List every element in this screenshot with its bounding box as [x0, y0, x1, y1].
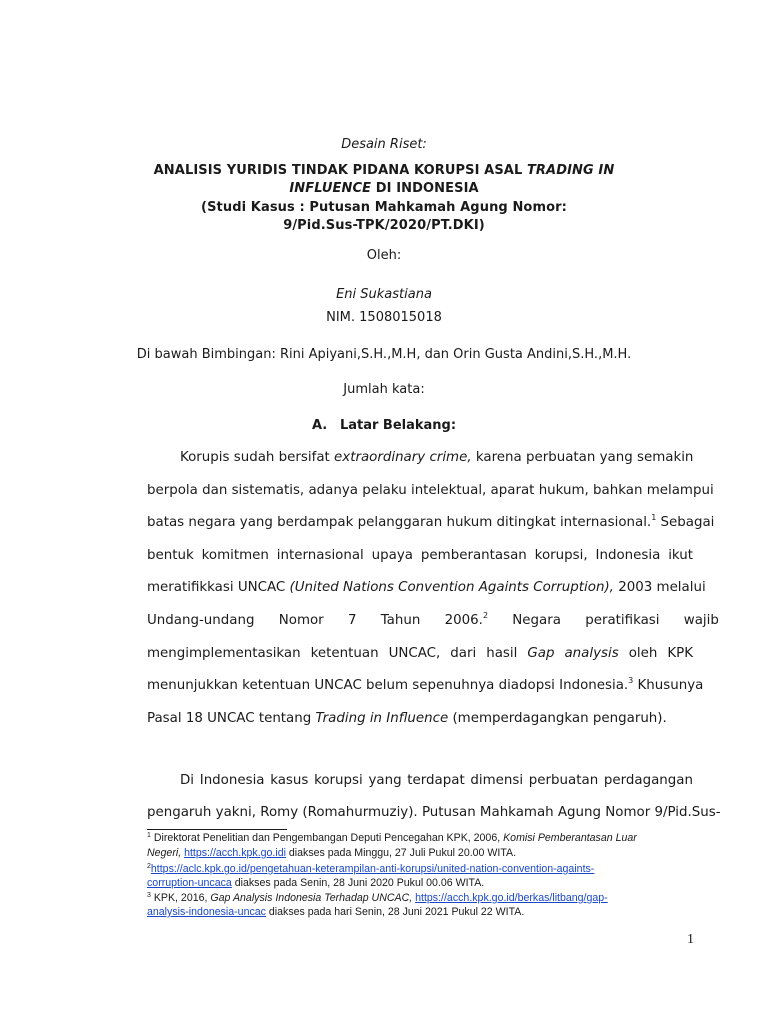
body-line — [180, 449, 693, 467]
footnote-ref: 2 — [482, 611, 489, 620]
footnote-3-line-1 — [147, 892, 707, 906]
footnote-text: Direktorat Penelitian dan Pengembangan Deputi Pencegahan KPK, 2006, — [150, 832, 504, 844]
body-line — [147, 645, 693, 663]
body-line: pengaruh yakni, Romy (Romahurmuziy). Putusan Mahkamah Agung Nomor 9/Pid.Sus- — [147, 805, 721, 820]
by-label: Oleh: — [366, 248, 402, 263]
body-text: Undang-undang Nomor 7 Tahun 2006. — [147, 613, 483, 628]
title-line-2-italic: INFLUENCE — [289, 181, 372, 196]
body-line: Di Indonesia kasus korupsi yang terdapat dimensi perbuatan perdagangan — [180, 773, 693, 788]
body-text: meratifikkasi UNCAC — [147, 580, 290, 595]
document-kicker: Desain Riset: — [341, 137, 427, 152]
body-text: Korupis sudah bersifat — [180, 450, 335, 465]
title-line-1-italic: TRADING IN — [526, 163, 615, 178]
footnote-ref: 1 — [651, 513, 657, 522]
footnote-1-line-1 — [147, 832, 707, 846]
body-text: Sebagai — [656, 515, 715, 530]
title-line-2-text: DI INDONESIA — [371, 181, 479, 196]
title-line-3: (Studi Kasus : Putusan Mahkamah Agung Nomor: — [201, 200, 567, 215]
footnote-italic: Gap Analysis Indonesia Terhadap UNCAC, — [210, 892, 413, 904]
student-id: NIM. 1508015018 — [326, 310, 442, 325]
body-text: Negara peratifikasi wajib — [488, 613, 719, 628]
footnote-italic: Negeri, — [147, 847, 185, 859]
body-text: mengimplementasikan ketentuan UNCAC, dari hasil — [147, 646, 528, 661]
footnote-3-line-2 — [147, 906, 707, 920]
footnote-2-line-2 — [147, 877, 707, 891]
footnote-italic: Komisi Pemberantasan Luar — [503, 832, 637, 844]
body-line: bentuk komitmen internasional upaya pemberantasan korupsi, Indonesia ikut — [147, 548, 693, 563]
footnote-text: KPK, 2016, — [150, 892, 211, 904]
body-text: (memperdagangkan pengaruh). — [448, 711, 667, 726]
author-name: Eni Sukastiana — [336, 287, 432, 302]
body-text: 2003 melalui — [613, 580, 706, 595]
body-text: menunjukkan ketentuan UNCAC belum sepenuhnya diadopsi Indonesia. — [147, 678, 629, 693]
body-text: Pasal 18 UNCAC tentang — [147, 711, 316, 726]
body-line — [147, 676, 704, 695]
title-line-1-text: ANALISIS YURIDIS TINDAK PIDANA KORUPSI ASAL — [153, 163, 527, 178]
footnote-text: diakses pada Senin, 28 Juni 2020 Pukul 00.06 WITA. — [231, 877, 485, 889]
body-text: oleh KPK — [618, 646, 693, 661]
body-italic: Gap analysis — [527, 646, 619, 661]
body-line — [147, 611, 719, 630]
body-line: berpola dan sistematis, adanya pelaku intelektual, aparat hukum, bahkan melampui — [147, 483, 714, 498]
footnote-number: 2 — [147, 863, 151, 870]
footnote-link[interactable]: https://acch.kpk.go.id/berkas/litbang/gap- — [415, 892, 608, 904]
body-text: karena perbuatan yang semakin — [471, 450, 694, 465]
body-italic: extraordinary crime, — [334, 450, 472, 465]
body-italic: (United Nations Convention Againts Corruption), — [289, 580, 614, 595]
footnote-1-line-2 — [147, 847, 707, 861]
footnote-2-line-1 — [147, 863, 707, 877]
footnote-number: 1 — [147, 832, 151, 839]
body-line — [147, 513, 715, 532]
section-heading — [0, 418, 768, 433]
title-line-2 — [0, 181, 768, 196]
footnote-link[interactable]: https://acch.kpk.go.idi — [184, 847, 286, 859]
footnote-link[interactable]: corruption-uncaca — [147, 877, 232, 889]
body-text: batas negara yang berdampak pelanggaran hukum ditingkat internasional. — [147, 515, 652, 530]
footnote-separator — [147, 829, 287, 830]
footnote-text: diakses pada hari Senin, 28 Juni 2021 Pukul 22 WITA. — [265, 906, 525, 918]
word-count-label: Jumlah kata: — [343, 382, 425, 397]
body-line — [147, 579, 706, 597]
body-line — [147, 710, 693, 728]
title-line-4: 9/Pid.Sus-TPK/2020/PT.DKI) — [283, 218, 485, 233]
body-italic: Trading in Influence — [315, 711, 449, 726]
footnote-link[interactable]: analysis-indonesia-uncac — [147, 906, 266, 918]
footnote-ref: 3 — [628, 676, 634, 685]
footnote-link[interactable]: https://aclc.kpk.go.id/pengetahuan-keterampilan-anti-korupsi/united-nation-convention-againts- — [150, 863, 595, 875]
supervisors: Di bawah Bimbingan: Rini Apiyani,S.H.,M.H, dan Orin Gusta Andini,S.H.,M.H. — [136, 347, 632, 362]
section-title: Latar Belakang: — [339, 418, 457, 433]
page-number: 1 — [687, 932, 694, 947]
footnote-number: 3 — [147, 892, 151, 899]
section-number: A. — [311, 418, 328, 433]
footnote-text: diakses pada Minggu, 27 Juli Pukul 20.00 WITA. — [285, 847, 517, 859]
body-text: Khusunya — [633, 678, 704, 693]
title-line-1 — [0, 163, 768, 178]
